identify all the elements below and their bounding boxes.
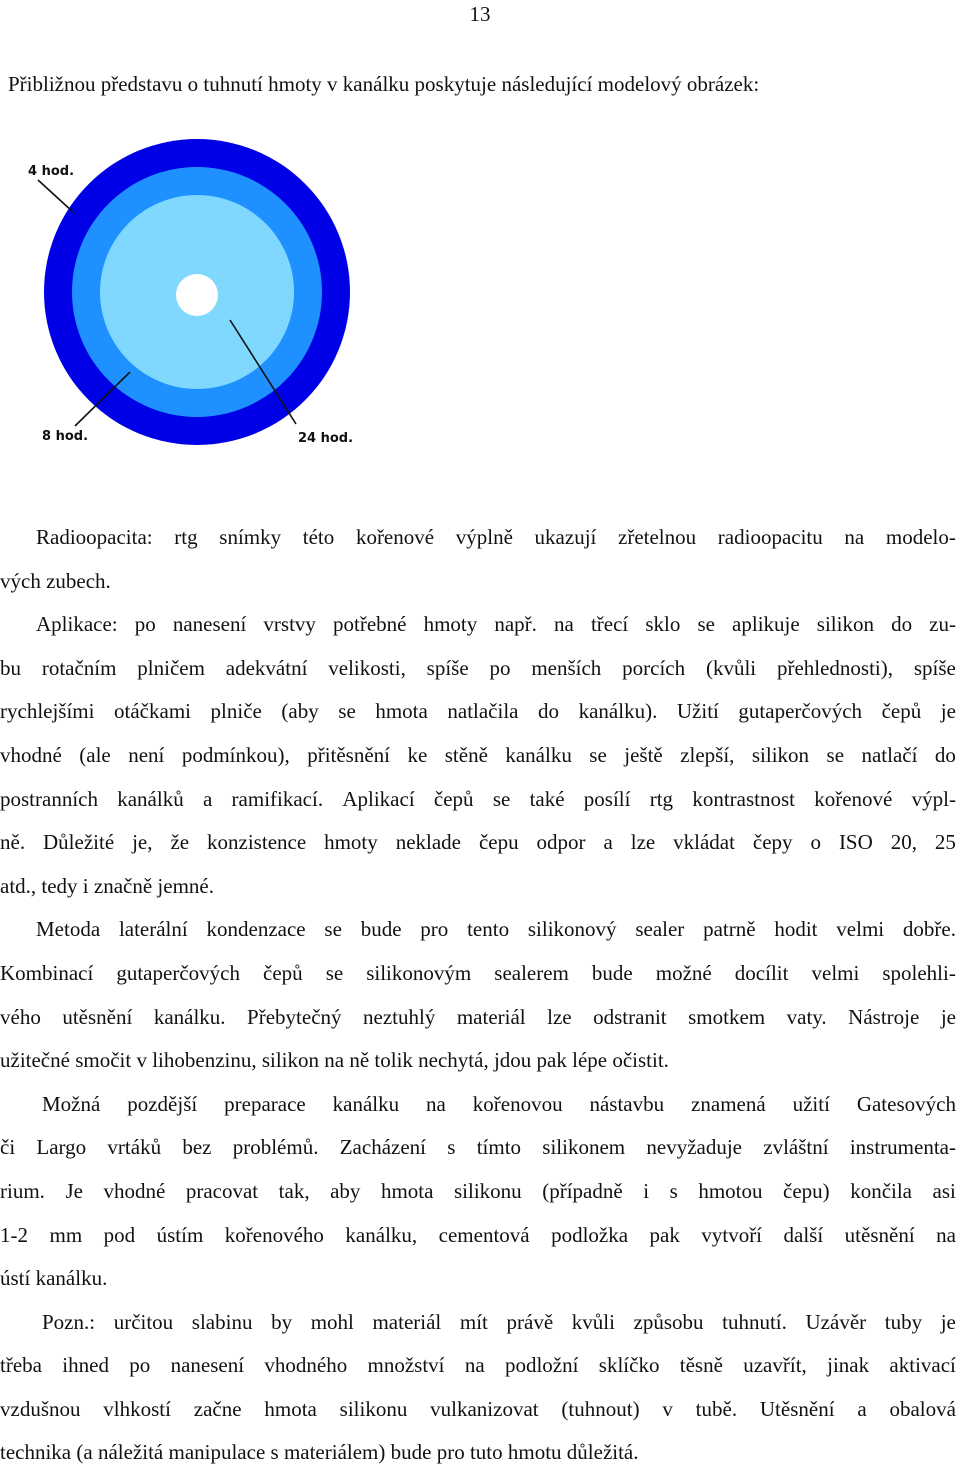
text-line: Kombinací gutaperčových čepů se silikonovým sealerem bude možné docílit velmi spolehli- <box>0 960 956 985</box>
text-line: ně. Důležité je, že konzistence hmoty neklade čepu odpor a lze vkládat čepy o ISO 20, 25 <box>0 830 956 855</box>
text-line: postranních kanálků a ramifikací. Aplikací čepů se také posílí rtg kontrastnost kořenové výpl- <box>0 786 956 811</box>
body-text <box>0 516 956 1475</box>
text-line: technika (a náležitá manipulace s materiálem) bude pro tuto hmotu důležitá. <box>0 1440 639 1465</box>
text-line: Metoda laterální kondenzace se bude pro tento silikonový sealer patrně hodit velmi dobře. <box>36 917 956 942</box>
intro-sentence: Přibližnou představu o tuhnutí hmoty v kanálku poskytuje následující modelový obrázek: <box>8 72 760 96</box>
text-line: Pozn.: určitou slabinu by mohl materiál mít právě kvůli způsobu tuhnutí. Uzávěr tuby je <box>42 1309 956 1334</box>
text-line: Aplikace: po nanesení vrstvy potřebné hmoty např. na třecí sklo se aplikuje silikon do zu- <box>36 612 956 637</box>
text-line: rium. Je vhodné pracovat tak, aby hmota silikonu (případně i s hmotou čepu) končila asi <box>0 1178 956 1203</box>
setting-model-figure <box>0 120 400 500</box>
text-line: vého utěsnění kanálku. Přebytečný neztuhlý materiál lze odstranit smotkem vaty. Nástroje je <box>0 1004 956 1029</box>
label-8-hours: 8 hod. <box>42 429 89 444</box>
text-line: užitečné smočit v lihobenzinu, silikon na ně tolik nechytá, jdou pak lépe očistit. <box>0 1048 669 1073</box>
text-line: vých zubech. <box>0 568 111 593</box>
label-4-hours: 4 hod. <box>28 164 75 179</box>
text-line: Radioopacita: rtg snímky této kořenové výplně ukazují zřetelnou radioopacitu na modelo- <box>36 525 956 549</box>
text-line: vzdušnou vlhkostí začne hmota silikonu vulkanizovat (tuhnout) v tubě. Utěsnění a obalová <box>0 1396 956 1421</box>
text-line: rychlejšími otáčkami plniče (aby se hmota natlačila do kanálku). Užití gutaperčových čepů je <box>0 699 956 724</box>
text-line: či Largo vrtáků bez problémů. Zacházení s tímto silikonem nevyžaduje zvláštní instrumenta- <box>0 1135 956 1160</box>
text-line: ústí kanálku. <box>0 1266 108 1291</box>
text-line: atd., tedy i značně jemné. <box>0 873 214 898</box>
page-number: 13 <box>469 2 491 26</box>
text-line: 1-2 mm pod ústím kořenového kanálku, cementová podložka pak vytvoří další utěsnění na <box>0 1222 956 1247</box>
text-line: vhodné (ale není podmínkou), přitěsnění ke stěně kanálku se ještě zlepší, silikon se natlačí do <box>0 742 956 767</box>
text-line: třeba ihned po nanesení vhodného množství na podložní sklíčko těsně uzavřít, jinak aktivací <box>0 1353 956 1378</box>
text-line: Možná pozdější preparace kanálku na kořenovou nástavbu znamená užití Gatesových <box>42 1091 956 1116</box>
unset-core <box>176 274 218 316</box>
label-24-hours: 24 hod. <box>298 431 354 446</box>
text-line: bu rotačním plničem adekvátní velikosti, spíše po menších porcích (kvůli přehlednosti), spíše <box>0 655 956 680</box>
